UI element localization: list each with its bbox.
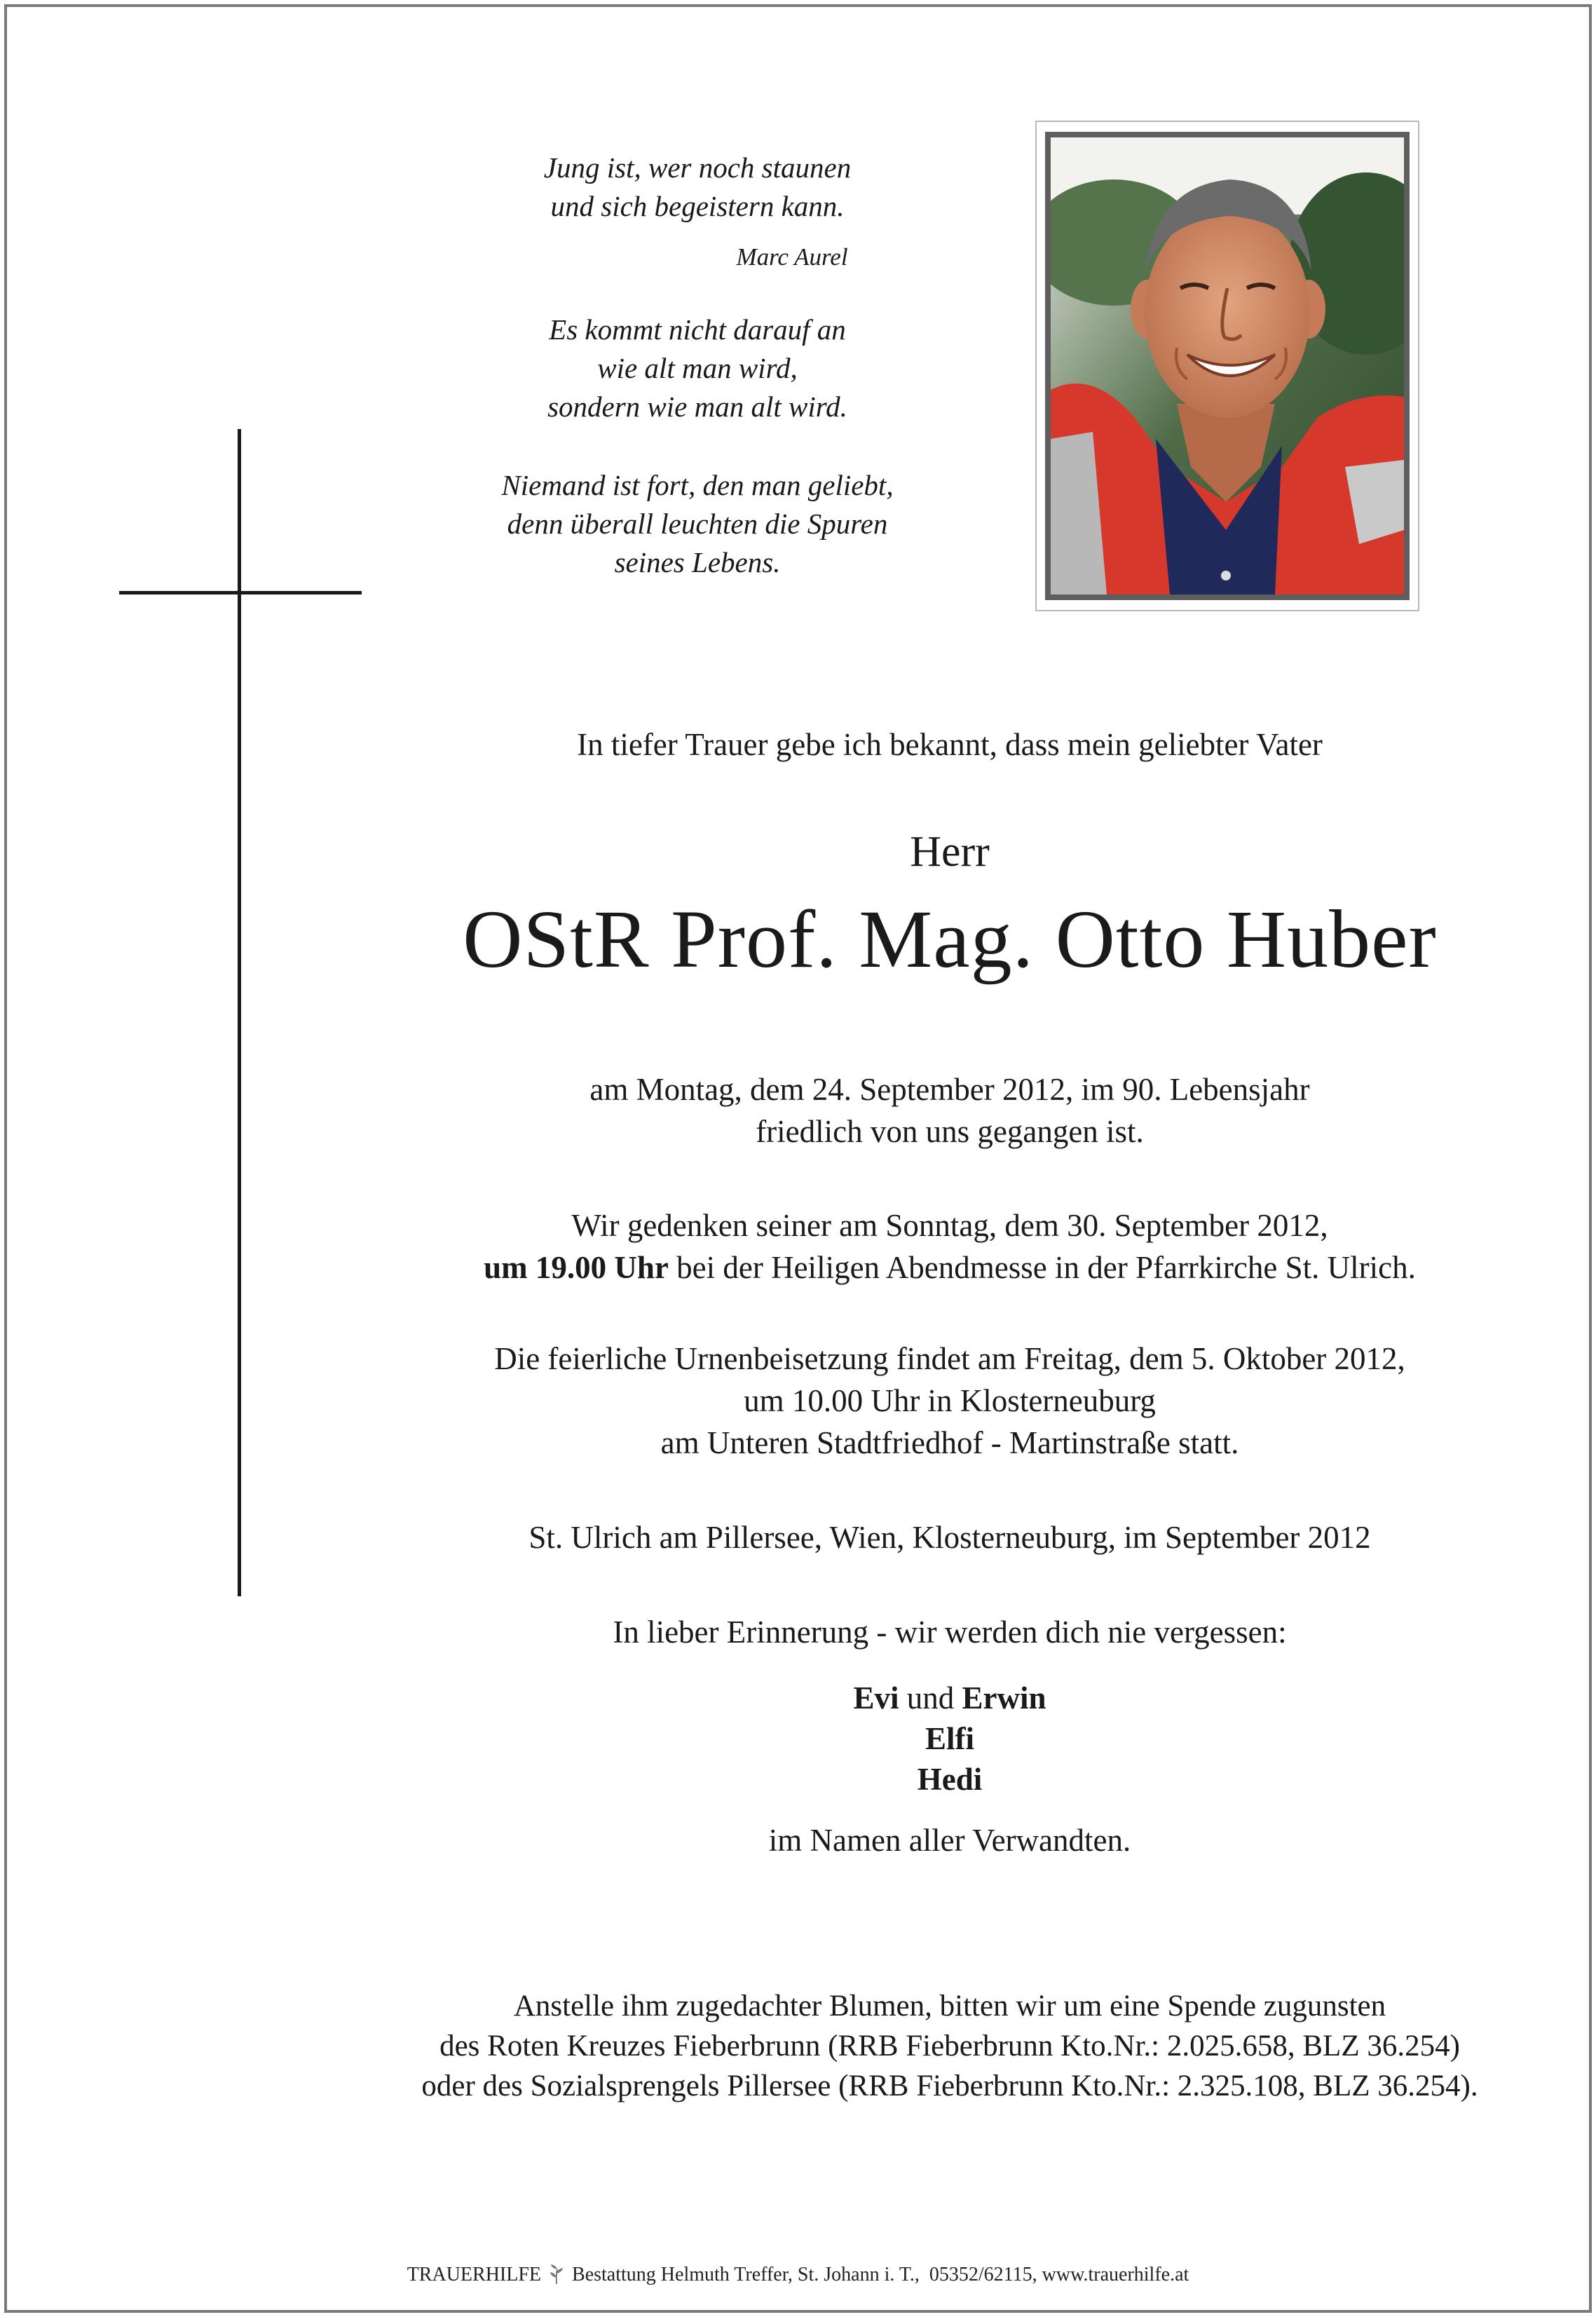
remembrance-line: In lieber Erinnerung - wir werden dich nie vergessen: [613,1615,1287,1650]
mourner-name: Elfi [925,1721,974,1756]
portrait-photo [1045,132,1410,600]
announcement-intro: In tiefer Trauer gebe ich bekannt, dass mein geliebter Vater [577,727,1323,762]
mourner-conjunction: und [899,1680,962,1715]
burial-line: um 10.00 Uhr in Klosterneuburg [744,1383,1156,1418]
mourner-name: Hedi [917,1762,983,1797]
cross-horizontal-bar [119,591,362,594]
deceased-name: OStR Prof. Mag. Otto Huber [463,893,1437,985]
quote-line: Niemand ist fort, den man geliebt, [501,469,894,501]
quote-3 [393,466,1002,582]
quote-line: Es kommt nicht darauf an [549,313,846,346]
mourner-name: Evi [853,1680,899,1715]
donation-line: des Roten Kreuzes Fieberbrunn (RRB Fieberbrunn Kto.Nr.: 2.025.658, BLZ 36.254) [439,2030,1460,2063]
donation-line: oder des Sozialsprengels Pillersee (RRB Fieberbrunn Kto.Nr.: 2.325.108, BLZ 36.254). [421,2070,1478,2102]
memorial-mass-line [308,1246,1591,1289]
portrait-illustration [1051,137,1404,594]
footer-details: Bestattung Helmuth Treffer, St. Johann i. T., 05352/62115, www.trauerhilfe.at [572,2264,1189,2285]
quote-1 [393,149,1002,273]
quote-line: Jung ist, wer noch staunen [543,151,852,184]
mourner-name: Erwin [962,1680,1046,1715]
donation-line: Anstelle ihm zugedachter Blumen, bitten wir um eine Spende zugunsten [513,1990,1386,2023]
mourners-list [308,1678,1591,1800]
leaf-icon [549,2264,564,2285]
quote-author: Marc Aurel [736,243,848,271]
footer-brand: TRAUERHILFE [407,2264,542,2285]
mass-location: bei der Heiligen Abendmesse in der Pfarrkirche St. Ulrich. [668,1250,1416,1285]
death-notice-line: friedlich von uns gegangen ist. [756,1114,1144,1149]
quote-line: wie alt man wird, [597,352,798,384]
death-notice [308,1068,1591,1153]
mass-time: um 19.00 Uhr [484,1250,669,1285]
memorial-mass-line: Wir gedenken seiner am Sonntag, dem 30. September 2012, [571,1208,1328,1243]
donation-request [308,1986,1591,2106]
memorial-mass [308,1204,1591,1289]
salutation: Herr [910,828,990,876]
quote-2 [393,311,1002,426]
death-notice-line: am Montag, dem 24. September 2012, im 90. Lebensjahr [589,1072,1310,1107]
mourners-line [308,1678,1591,1718]
burial-line: am Unteren Stadtfriedhof - Martinstraße statt. [660,1425,1239,1460]
portrait-photo-frame [1035,121,1419,611]
quote-line: denn überall leuchten die Spuren [507,508,888,540]
cross-vertical-bar [238,429,241,1596]
burial-line: Die feierliche Urnenbeisetzung findet am Freitag, dem 5. Oktober 2012, [494,1341,1405,1376]
quote-line: sondern wie man alt wird. [547,390,847,423]
quote-line: und sich begeistern kann. [550,190,845,222]
quote-line: seines Lebens. [614,546,781,578]
place-date: St. Ulrich am Pillersee, Wien, Klosterneuburg, im September 2012 [528,1520,1371,1555]
footer [0,2262,1596,2288]
mourners-closing: im Namen aller Verwandten. [768,1823,1131,1858]
burial-notice [308,1338,1591,1464]
